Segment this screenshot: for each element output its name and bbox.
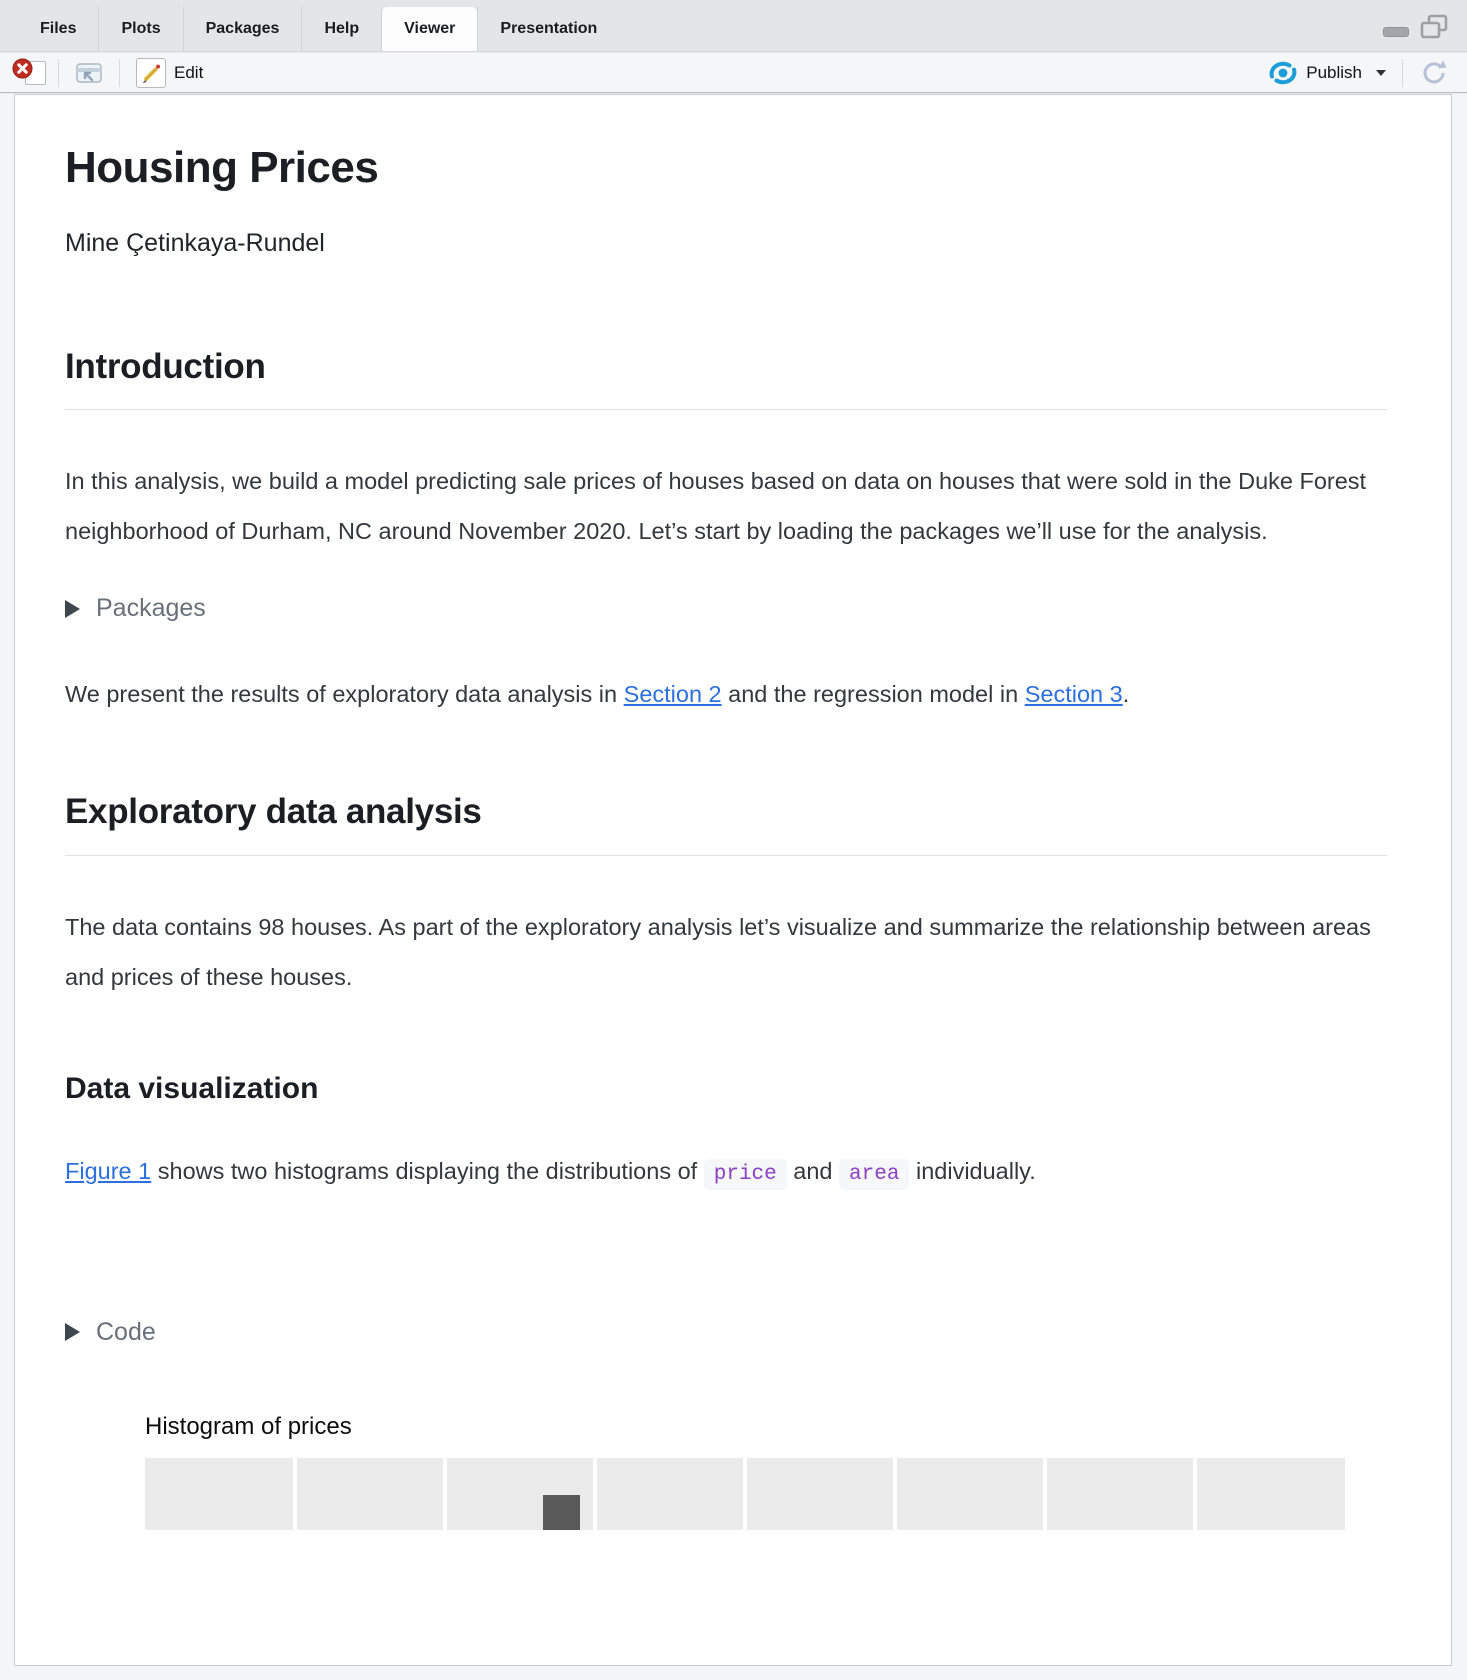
maximize-pane-icon[interactable] bbox=[1419, 14, 1449, 40]
publish-dropdown-caret-icon[interactable] bbox=[1376, 70, 1386, 76]
edit-button[interactable] bbox=[130, 56, 209, 90]
open-in-new-window-button[interactable] bbox=[69, 59, 109, 87]
rendered-document-panel bbox=[14, 94, 1452, 1666]
plot-gridline bbox=[893, 1458, 897, 1530]
figure-paragraph bbox=[65, 1146, 1387, 1200]
plot-gridline bbox=[593, 1458, 597, 1530]
viewer-pane-background bbox=[0, 94, 1467, 1680]
publish-button[interactable] bbox=[1262, 58, 1392, 88]
code-collapsible[interactable] bbox=[65, 1318, 1387, 1347]
code-span-area: area bbox=[839, 1159, 909, 1190]
edit-pencil-icon bbox=[136, 58, 166, 88]
histogram-figure bbox=[145, 1413, 1345, 1530]
viewer-toolbar bbox=[0, 53, 1467, 93]
publish-icon bbox=[1268, 60, 1298, 86]
section-3-link[interactable]: Section 3 bbox=[1024, 681, 1123, 708]
tab-files[interactable]: Files bbox=[40, 20, 77, 37]
plot-gridline bbox=[1043, 1458, 1047, 1530]
edit-button-label: Edit bbox=[174, 62, 204, 82]
plot-gridline bbox=[443, 1458, 447, 1530]
toolbar-separator bbox=[1402, 59, 1403, 87]
sections-text-after: . bbox=[1122, 681, 1130, 708]
sections-text-middle: and the regression model in bbox=[721, 681, 1025, 708]
page-title: Housing Prices bbox=[65, 143, 379, 192]
figure-1-link[interactable]: Figure 1 bbox=[65, 1157, 152, 1184]
author-name: Mine Çetinkaya-Rundel bbox=[65, 228, 325, 257]
packages-collapsible[interactable] bbox=[65, 594, 1387, 623]
plot-title: Histogram of prices bbox=[145, 1412, 352, 1440]
pane-window-controls bbox=[1383, 14, 1449, 40]
collapsed-caret-icon bbox=[65, 1323, 80, 1341]
section-2-link[interactable]: Section 2 bbox=[623, 681, 722, 708]
toolbar-separator bbox=[58, 59, 59, 87]
code-collapsible-label: Code bbox=[96, 1317, 156, 1346]
sections-paragraph bbox=[65, 669, 1387, 719]
code-span-price: price bbox=[704, 1159, 787, 1190]
figure-text-3: individually. bbox=[909, 1157, 1036, 1184]
packages-collapsible-label: Packages bbox=[96, 594, 206, 623]
plot-gridline bbox=[743, 1458, 747, 1530]
toolbar-separator bbox=[119, 59, 120, 87]
minimize-pane-icon[interactable] bbox=[1383, 27, 1409, 37]
histogram-bar bbox=[543, 1495, 580, 1530]
collapsed-caret-icon bbox=[65, 600, 80, 618]
refresh-icon bbox=[1419, 58, 1449, 88]
intro-paragraph: In this analysis, we build a model predicting sale prices of houses based on data on houses that were sold in the Duke Forest neighborhood of Durham, NC around November 2020. Let’s start by loading the packages we’ll use for the analysis. bbox=[65, 468, 1367, 545]
tab-presentation[interactable]: Presentation bbox=[477, 7, 619, 51]
heading-introduction: Introduction bbox=[65, 344, 1387, 411]
figure-text-1: shows two histograms displaying the distributions of bbox=[151, 1157, 704, 1184]
plot-gridline bbox=[293, 1458, 297, 1530]
close-x-icon bbox=[12, 58, 33, 79]
eda-paragraph: The data contains 98 houses. As part of the exploratory analysis let’s visualize and summarize the relationship between areas and prices of these houses. bbox=[65, 913, 1371, 990]
pane-tab-bar bbox=[0, 0, 1467, 52]
heading-exploratory-data-analysis: Exploratory data analysis bbox=[65, 789, 1387, 856]
plot-panel bbox=[145, 1458, 1345, 1530]
plot-gridline bbox=[1193, 1458, 1197, 1530]
popout-window-icon bbox=[75, 61, 103, 85]
tab-packages[interactable]: Packages bbox=[183, 7, 302, 51]
quarto-document bbox=[15, 142, 1451, 1530]
sections-text-before: We present the results of exploratory data analysis in bbox=[65, 681, 624, 708]
refresh-button[interactable] bbox=[1413, 56, 1455, 90]
tab-help[interactable]: Help bbox=[301, 7, 381, 51]
tab-plots[interactable]: Plots bbox=[98, 7, 182, 51]
clear-viewer-button[interactable] bbox=[12, 58, 48, 88]
figure-text-2: and bbox=[786, 1157, 840, 1184]
heading-data-visualization: Data visualization bbox=[65, 1071, 319, 1105]
publish-button-label: Publish bbox=[1306, 62, 1362, 82]
tab-viewer[interactable]: Viewer bbox=[381, 7, 477, 51]
